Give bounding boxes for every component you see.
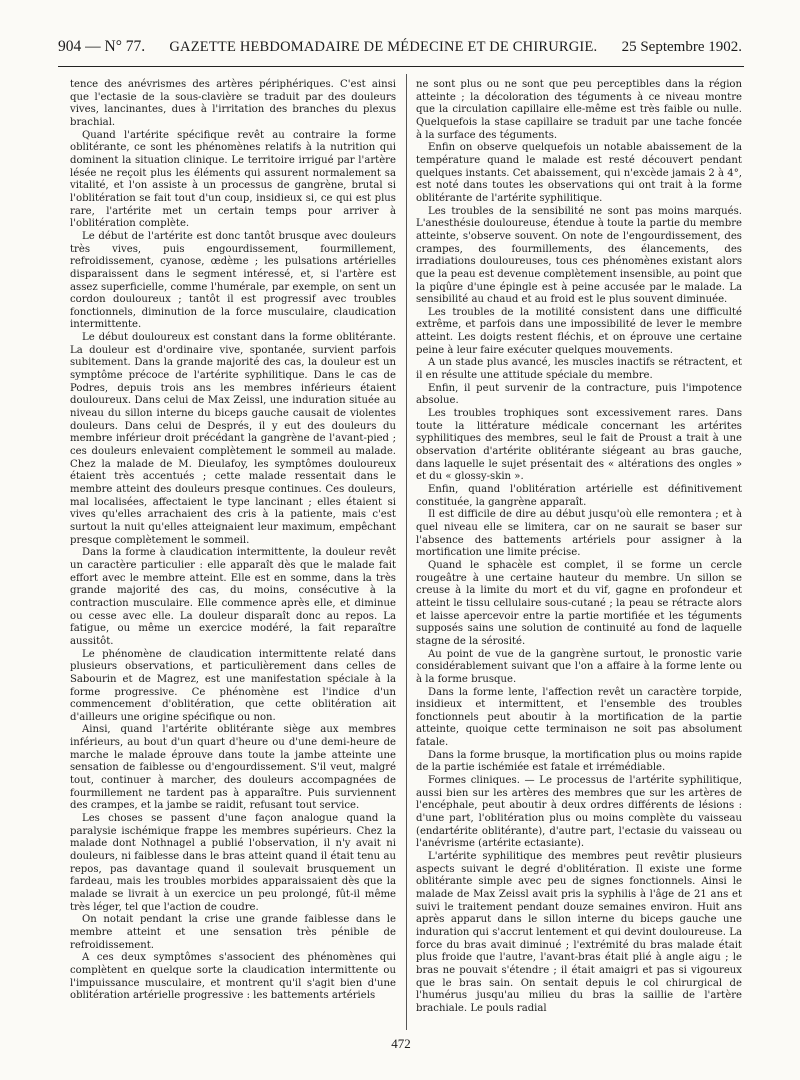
paragraph: Enfin, il peut survenir de la contracture, puis l'impotence absolue. — [416, 382, 742, 407]
column-divider — [406, 74, 407, 1030]
paragraph: Le début de l'artérite est donc tantôt brusque avec douleurs très vives, puis engourdissement, fourmillement, refroidissement, cyanose, œdème ; les pulsations artérielles disparaissent dans le segment intéressé, et, si l'artère est assez superficielle, comme l'humérale, par exemple, on sent un cordon douloureux ; tantôt il est progressif avec troubles fonctionnels, diminution de la force musculaire, claudication intermittente. — [70, 230, 396, 331]
paragraph: Les choses se passent d'une façon analogue quand la paralysie ischémique frappe les membres supérieurs. Chez la malade dont Nothnagel a publié l'observation, il n'y avait ni douleurs, ni faiblesse dans le bras atteint quand il était tenu au repos, pas davantage quand il soulevait brusquement un fardeau, mais les troubles morbides apparaissaient dès que la malade se livrait à un exercice un peu prolongé, fût-il même très léger, tel que l'action de coudre. — [70, 813, 396, 913]
paragraph: On notait pendant la crise une grande faiblesse dans le membre atteint et une sensation très pénible de refroidissement. — [70, 914, 396, 951]
paragraph: Dans la forme brusque, la mortification plus ou moins rapide de la partie ischémiée est fatale et irrémédiable. — [416, 749, 742, 774]
right-column — [416, 79, 742, 1016]
paragraph: Le phénomène de claudication intermittente relaté dans plusieurs observations, et particulièrement dans celles de Sabourin et de Magrez, est une manifestation spéciale à la forme progressive. Ce phénomène est l'indice d'un commencement d'oblitération, que cette oblitération ait d'ailleurs une origine spécifique ou non. — [70, 648, 396, 723]
paragraph: Il est difficile de dire au début jusqu'où elle remontera ; et à quel niveau elle se limitera, car on ne saurait se baser sur l'absence des battements artériels pour assigner à la mortification une limite précise. — [416, 509, 742, 559]
issue-date: 25 Septembre 1902. — [621, 39, 742, 55]
paragraph: Quand le sphacèle est complet, il se forme un cercle rougeâtre à une certaine hauteur du membre. Un sillon se creuse à la limite du mort et du vif, gagne en profondeur et atteint le tissu cellulaire sous-cutané ; la peau se rétracte alors et laisse apercevoir entre la partie mortifiée et les téguments supposés sains une solution de continuité au fond de laquelle stagne de la sérosité. — [416, 559, 742, 647]
paragraph: L'artérite syphilitique des membres peut revêtir plusieurs aspects suivant le degré d'oblitération. Il existe une forme oblitérante simple avec peu de signes fonctionnels. Ainsi le malade de Max Zeissl avait pris la syphilis à l'âge de 21 ans et suivi le traitement pendant douze semaines environ. Huit ans après apparut dans le sillon interne du biceps gauche une induration qui s'accrut lentement et qui devint douloureuse. La force du bras avait diminué ; l'extrémité du bras malade était plus froide que l'autre, l'avant-bras était plié à angle aigu ; le bras ne pouvait s'étendre ; il était amaigri et pas si vigoureux que le bras sain. On sentait depuis le col chirurgical de l'humérus jusqu'au milieu du bras la saillie de l'artère brachiale. Le pouls radial — [416, 851, 742, 1014]
paragraph: Les troubles trophiques sont excessivement rares. Dans toute la littérature médicale concernant les artérites syphilitiques des membres, seul le fait de Proust a trait à une observation d'artérite oblitérante siégeant au bras gauche, dans laquelle le sujet présentait des « altérations des ongles » et du « glossy-skin ». — [416, 408, 742, 483]
running-header — [58, 38, 742, 62]
paragraph: Enfin, quand l'oblitération artérielle est définitivement constituée, la gangrène apparaît. — [416, 484, 742, 508]
header-rule — [58, 66, 744, 67]
paragraph: Ainsi, quand l'artérite oblitérante siège aux membres inférieurs, au bout d'un quart d'heure ou d'une demi-heure de marche le malade éprouve dans toute la jambe atteinte une sensation de faiblesse ou d'engourdissement. S'il veut, malgré tout, continuer à marcher, des douleurs accompagnées de fourmillement ne tardent pas à apparaître. Puis surviennent des crampes, et la jambe se raidit, refusant tout service. — [70, 724, 396, 812]
paragraph: tence des anévrismes des artères périphériques. C'est ainsi que l'ectasie de la sous-clavière se traduit par des douleurs vives, lancinantes, dues à l'irritation des branches du plexus brachial. — [70, 79, 396, 128]
left-column — [70, 79, 396, 1003]
page-reference: 904 — N° 77. — [58, 38, 146, 55]
paragraph: Les troubles de la sensibilité ne sont pas moins marqués. L'anesthésie douloureuse, étendue à toute la partie du membre atteinte, s'observe souvent. On note de l'engourdissement, des crampes, des fourmillements, des élancements, des irradiations douloureuses, tous ces phénomènes existant alors que la peau est devenue complètement insensible, au point que la piqûre d'une épingle est à peine accusée par le malade. La sensibilité au chaud et au froid est le plus souvent diminuée. — [416, 205, 742, 306]
paragraph: Dans la forme lente, l'affection revêt un caractère torpide, insidieux et intermittent, et l'ensemble des troubles fonctionnels peut aboutir à la mortification de la partie atteinte, quoique cette terminaison ne soit pas absolument fatale. — [416, 686, 742, 749]
paragraph: Quand l'artérite spécifique revêt au contraire la forme oblitérante, ce sont les phénomènes relatifs à la nutrition qui dominent la situation clinique. Le territoire irrigué par l'artère lésée ne reçoit plus les éléments qui assurent normalement sa vitalité, et l'on assiste à un processus de gangrène, brutal si l'oblitération se fait tout d'un coup, insidieux si, ce qui est plus rare, l'artérite met un certain temps pour arriver à l'oblitération complète. — [70, 129, 396, 230]
paragraph: A ces deux symptômes s'associent des phénomènes qui complètent en quelque sorte la claudication intermittente ou l'impuissance musculaire, et montrent qu'il s'agit bien d'une oblitération artérielle progressive : les battements artériels — [70, 952, 396, 1002]
paragraph: Au point de vue de la gangrène surtout, le pronostic varie considérablement suivant que l'on a affaire à la forme lente ou à la forme brusque. — [416, 648, 742, 685]
paragraph: A un stade plus avancé, les muscles inactifs se rétractent, et il en résulte une attitude spéciale du membre. — [416, 357, 742, 382]
paragraph: Formes cliniques. — Le processus de l'artérite syphilitique, aussi bien sur les artères des membres que sur les artères de l'encéphale, peut aboutir à deux ordres différents de lésions : d'une part, l'oblitération plus ou moins complète du vaisseau (endartérite oblitérante), d'autre part, l'ectasie du vaisseau ou l'anévrisme (artérite ectasiante). — [416, 775, 742, 850]
journal-title: GAZETTE HEBDOMADAIRE DE MÉDECINE ET DE CHIRURGIE. — [169, 39, 598, 55]
paragraph: ne sont plus ou ne sont que peu perceptibles dans la région atteinte ; la décoloration des téguments à ce niveau montre que la circulation capillaire elle-même est très faible ou nulle. Quelquefois la stase capillaire se traduit par une tache foncée à la surface des téguments. — [416, 79, 742, 141]
page-number: 472 — [391, 1036, 411, 1051]
paragraph: Dans la forme à claudication intermittente, la douleur revêt un caractère particulier : elle apparaît dès que le malade fait effort avec le membre atteint. Elle est en somme, dans la très grande majorité des cas, du moins, consécutive à la contraction musculaire. Elle commence après elle, et diminue ou cesse avec elle. La douleur disparaît donc au repos. La fatigue, ou même un exercice modéré, la fait reparaître aussitôt. — [70, 547, 396, 647]
paragraph: Les troubles de la motilité consistent dans une difficulté extrême, et parfois dans une impossibilité de lever le membre atteint. Les doigts restent fléchis, et on éprouve une certaine peine à leur faire exécuter quelques mouvements. — [416, 306, 742, 356]
paragraph: Enfin on observe quelquefois un notable abaissement de la température quand le malade est resté découvert pendant quelques instants. Cet abaissement, qui n'excède jamais 2 à 4°, est noté dans toutes les observations qui ont trait à la forme oblitérante de l'artérite syphilitique. — [416, 142, 742, 204]
paragraph: Le début douloureux est constant dans la forme oblitérante. La douleur est d'ordinaire vive, spontanée, survient parfois subitement. Dans la grande majorité des cas, la douleur est un symptôme précoce de l'artérite syphilitique. Dans le cas de Podres, depuis trois ans les membres inférieurs étaient douloureux. Dans celui de Max Zeissl, une induration située au niveau du sillon interne du biceps gauche causait de violentes douleurs. Dans celui de Després, il y eut des douleurs du membre inférieur droit précédant la gangrène de l'avant-pied ; ces douleurs enlevaient complètement le sommeil au malade. Chez la malade de M. Dieulafoy, les symptômes douloureux étaient très accentués ; cette malade ressentait dans le membre atteint des douleurs presque continues. Ces douleurs, mal localisées, affectaient le type lancinant ; elles étaient si vives qu'elles arrachaient des cris à la patiente, mais c'est surtout la nuit qu'elles atteignaient leur maximum, empêchant presque complètement le sommeil. — [70, 332, 396, 546]
